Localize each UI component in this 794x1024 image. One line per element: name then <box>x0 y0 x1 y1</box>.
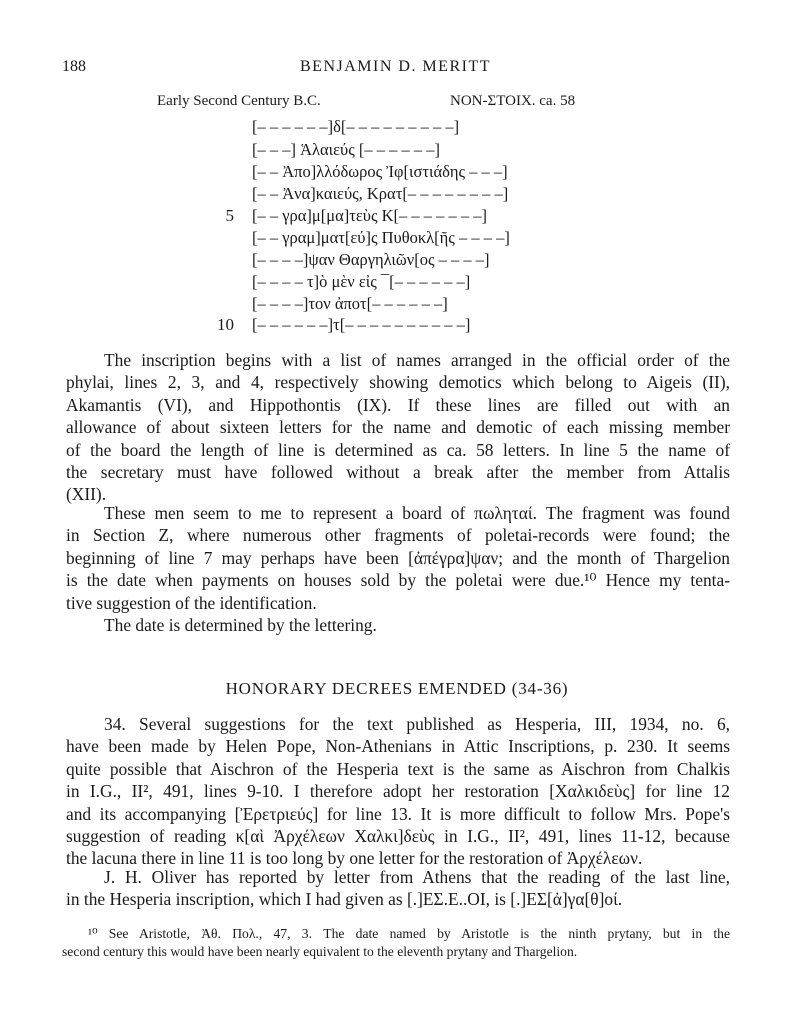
text-line: These men seem to me to represent a board of πωληταί. The fragment was found <box>104 503 730 523</box>
inscription-line-1: [– – – – – –]δ[– – – – – – – – –] <box>252 117 460 136</box>
inscription-line-7: [– – – –]ψαν Θαργηλιῶν[ος – – – –] <box>252 250 490 269</box>
text-line: the lacuna there in line 11 is too long by one letter for the restoration of Ἀρχέλεων. <box>66 848 643 869</box>
text-line: and its accompanying [Ἐρετριεύς] for line 13. It is more difficult to follow Mrs. Pope's <box>66 803 730 824</box>
inscription-line-9: [– – – –]τον ἀποτ[– – – – – –] <box>252 294 448 313</box>
text-line: have been made by Helen Pope, Non-Athenians in Attic Inscriptions, p. 230. It seems <box>66 736 730 757</box>
text-line: quite possible that Aischron of the Hesperia text is the same as Aischron from Chalkis <box>66 758 730 779</box>
inscription-line-8: [– – – – τ]ὸ μὲν εἰς ¯[– – – – – –] <box>252 272 471 291</box>
text-line: in the Hesperia inscription, which I had given as [.]ΕΣ.Ε..ΟΙ, is [.]ΕΣ[ἀ]γα[θ]οί. <box>66 889 623 910</box>
inscription-line-3: [– – Ἀπο]λλόδωρος Ἰφ[ιστιάδης – – –] <box>252 162 508 181</box>
paragraph-item-34 <box>66 713 730 870</box>
footnote-10 <box>62 925 730 961</box>
running-head-author: BENJAMIN D. MERITT <box>300 58 491 75</box>
paragraph-oliver-report <box>66 866 730 911</box>
inscription-line-5: [– – γρα]μ[μα]τεὺς Κ[– – – – – – –] <box>252 206 488 225</box>
text-line: 34. Several suggestions for the text published as Hesperia, III, 1934, no. 6, <box>104 714 730 734</box>
text-line: J. H. Oliver has reported by letter from Athens that the reading of the last line, <box>104 867 730 887</box>
paragraph-commentary-2 <box>66 502 730 614</box>
footnote-line: second century this would have been nearly equivalent to the eleventh prytany and Thargelion. <box>62 944 578 959</box>
line-number-10: 10 <box>217 315 234 334</box>
text-line: (XII). <box>66 484 107 505</box>
text-line: of the board the length of line is determined as ca. 58 letters. In line 5 the name of <box>66 439 730 460</box>
section-title: HONORARY DECREES EMENDED (34-36) <box>225 679 569 698</box>
inscription-line-6: [– – γραμ]ματ[εύ]ς Πυθοκλ[ῆς – – – –] <box>252 228 510 247</box>
text-line: Akamantis (VI), and Hippothontis (IX). If these lines are filled out with an <box>66 394 730 415</box>
text-line: is the date when payments on houses sold by the poletai were due.¹⁰ Hence my tenta- <box>66 570 730 591</box>
text-line: suggestion of reading κ[αὶ Ἀρχέλεων Χαλκι]δεὺς in I.G., II², 491, lines 11-12, because <box>66 825 730 846</box>
footnote-line: ¹⁰ See Aristotle, Ἀθ. Πολ., 47, 3. The date named by Aristotle is the ninth prytany, but in the <box>88 926 730 941</box>
inscription-line-4: [– – Ἀνα]καιεύς, Κρατ[– – – – – – – –] <box>252 184 509 203</box>
text-line: beginning of line 7 may perhaps have been [ἀπέγρα]ψαν; and the month of Thargelion <box>66 547 730 568</box>
inscription-line-2: [– – –] Ἁλαιεύς [– – – – – –] <box>252 140 440 159</box>
inscription-date-caption: Early Second Century B.C. <box>157 93 321 109</box>
text-line: allowance of about sixteen letters for the name and demotic of each missing member <box>66 417 730 438</box>
line-number-5: 5 <box>225 206 234 225</box>
text-line: in Section Z, where numerous other fragments of poletai-records were found; the <box>66 525 730 546</box>
page-number: 188 <box>62 58 86 75</box>
text-line: in I.G., II², 491, lines 9-10. I therefore adopt her restoration [Χαλκιδεὺς] for line 12 <box>66 781 730 802</box>
text-line: The inscription begins with a list of names arranged in the official order of the <box>104 350 730 370</box>
inscription-line-10: [– – – – – –]τ[– – – – – – – – – –] <box>252 315 471 334</box>
text-line: tive suggestion of the identification. <box>66 592 317 613</box>
text-line: phylai, lines 2, 3, and 4, respectively showing demotics which belong to Aigeis (II), <box>66 372 730 393</box>
inscription-format-caption: NON-ΣΤΟΙΧ. ca. 58 <box>450 93 576 109</box>
text-line: the secretary must have followed without a break after the member from Attalis <box>66 461 730 482</box>
paragraph-commentary-1 <box>66 349 730 506</box>
paragraph-commentary-3 <box>66 614 730 636</box>
text-line: The date is determined by the lettering. <box>104 615 377 635</box>
